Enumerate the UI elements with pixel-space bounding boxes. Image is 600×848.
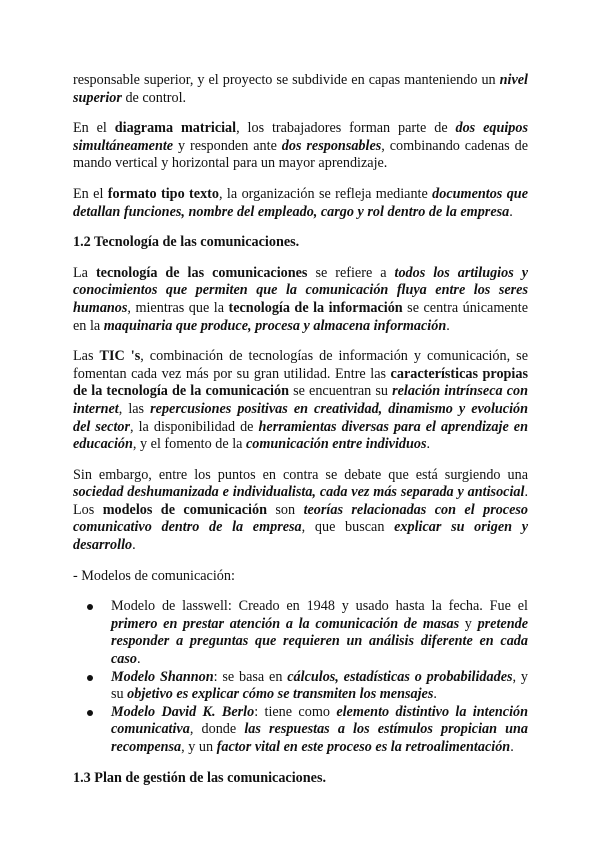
section-heading-1-3: 1.3 Plan de gestión de las comunicaciones. bbox=[73, 769, 327, 786]
list-item-berlo: Modelo David K. Berlo: tiene como elemento distintivo la intención comunicativa, donde las respuestas a los estímulos propician una recompensa, y un factor vital en este proceso es la retroalimentación. bbox=[111, 704, 528, 757]
bullet-icon bbox=[87, 604, 93, 610]
models-list bbox=[73, 598, 528, 756]
models-intro-line: - Modelos de comunicación: bbox=[73, 567, 235, 584]
paragraph-matrix-diagram: En el diagrama matricial, los trabajadores forman parte de dos equipos simultáneamente y responden ante dos responsables, combinando cadenas de mando vertical y horizontal para un mayor aprendizaje. bbox=[73, 120, 528, 172]
paragraph-text-format: En el formato tipo texto, la organización se refleja mediante documentos que detallan funciones, nombre del empleado, cargo y rol dentro de la empresa. bbox=[73, 185, 528, 220]
list-item-lasswell: Modelo de lasswell: Creado en 1948 y usado hasta la fecha. Fue el primero en prestar atención a la comunicación de masas y pretende responder a preguntas que requieren un análisis diferente en cada caso. bbox=[111, 598, 528, 668]
list-item-shannon: Modelo Shannon: se basa en cálculos, estadísticas o probabilidades, y su objetivo es explicar cómo se transmiten los mensajes. bbox=[111, 669, 528, 704]
page-content bbox=[73, 72, 528, 800]
paragraph-drawbacks-and-models: Sin embargo, entre los puntos en contra se debate que está surgiendo una sociedad deshumanizada e individualista, cada vez más separada y antisocial. Los modelos de comunicación son teorías relacionadas con el proceso comunicativo dentro de la empresa, que buscan explicar su origen y desarrollo. bbox=[73, 466, 529, 554]
paragraph-tics: Las TIC 's, combinación de tecnologías de información y comunicación, se fomentan cada vez más por su gran utilidad. Entre las características propias de la tecnología de la comunicación se encuentran su relación intrínseca con internet, las repercusiones positivas en creatividad, dinamismo y evolución del sector, la disponibilidad de herramientas diversas para el aprendizaje en educación, y el fomento de la comunicación entre individuos. bbox=[73, 348, 528, 453]
section-heading-1-2: 1.2 Tecnología de las comunicaciones. bbox=[73, 234, 300, 251]
bullet-icon bbox=[87, 710, 93, 716]
bullet-icon bbox=[87, 675, 93, 681]
paragraph-hierarchy-continuation: responsable superior, y el proyecto se subdivide en capas manteniendo un nivel superior de control. bbox=[73, 72, 528, 106]
paragraph-communication-technology: La tecnología de las comunicaciones se refiere a todos los artilugios y conocimientos que permiten que la comunicación fluya entre los seres humanos, mientras que la tecnología de la información se centra únicamente en la maquinaria que produce, procesa y almacena información. bbox=[73, 264, 529, 334]
